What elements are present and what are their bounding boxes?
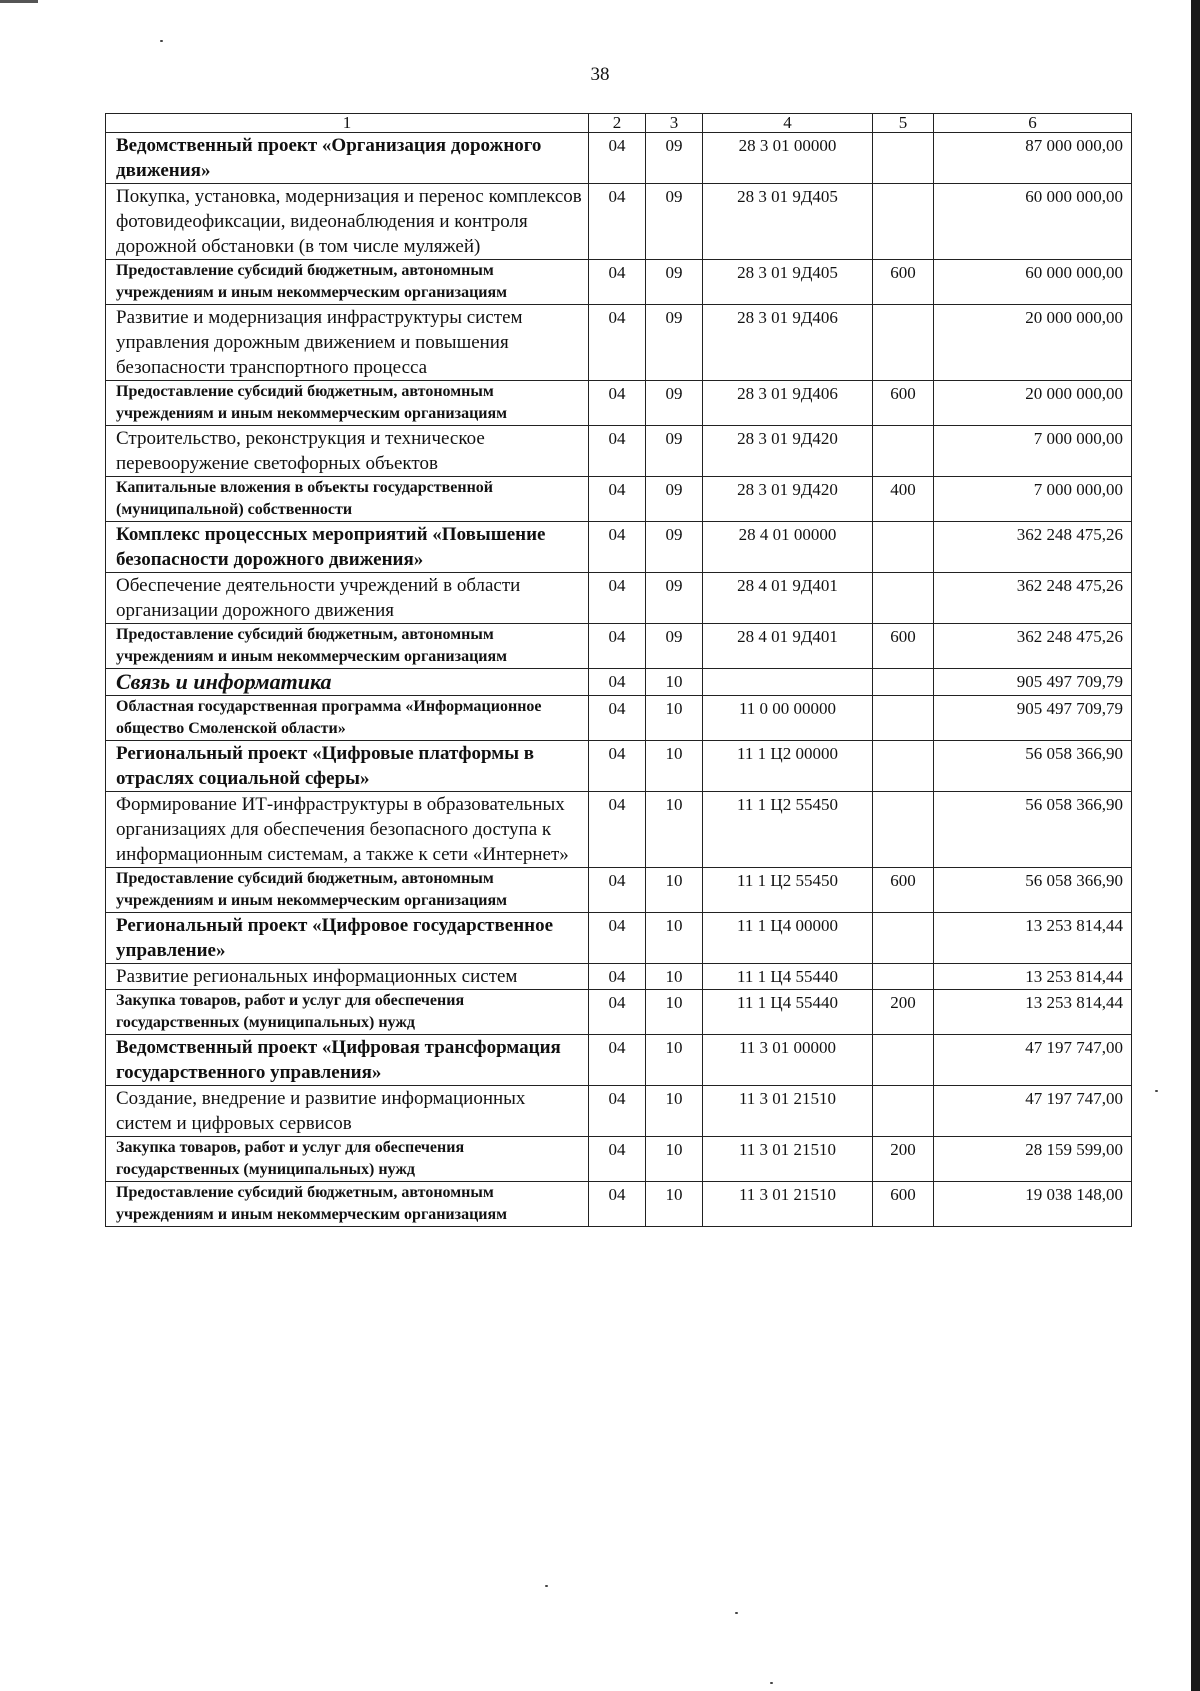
target-article-text: 28 3 01 9Д405 xyxy=(737,187,838,206)
target-article-text: 28 3 01 9Д420 xyxy=(737,480,838,499)
target-article-cell xyxy=(703,573,873,624)
amount-cell xyxy=(934,426,1132,477)
amount-cell xyxy=(934,1137,1132,1182)
scan-right-edge xyxy=(1191,0,1200,1691)
target-article-text: 28 3 01 9Д405 xyxy=(737,263,838,282)
amount-cell xyxy=(934,792,1132,868)
section-code-text: 04 xyxy=(608,384,626,403)
target-article-cell xyxy=(703,964,873,990)
subsection-code-cell xyxy=(646,573,703,624)
scan-speck xyxy=(160,40,163,42)
subsection-code-text: 09 xyxy=(665,627,683,646)
target-article-cell xyxy=(703,1086,873,1137)
subsection-code-text: 10 xyxy=(665,672,683,691)
row-name-text: Предоставление субсидий бюджетным, автономным учреждениям и иным некоммерческим организациям xyxy=(116,383,508,422)
table-row xyxy=(106,133,1132,184)
column-header: 2 xyxy=(589,114,646,133)
target-article-text: 11 3 01 21510 xyxy=(738,1185,837,1204)
table-row xyxy=(106,741,1132,792)
subsection-code-cell xyxy=(646,792,703,868)
row-name-cell xyxy=(106,573,589,624)
row-name-text: Ведомственный проект «Организация дорожного движения» xyxy=(116,135,542,181)
amount-cell xyxy=(934,990,1132,1035)
row-name-cell xyxy=(106,696,589,741)
expense-type-cell xyxy=(873,381,934,426)
amount-cell xyxy=(934,305,1132,381)
section-code-cell xyxy=(589,913,646,964)
row-name-cell xyxy=(106,741,589,792)
expense-type-text: 200 xyxy=(890,993,916,1012)
amount-cell xyxy=(934,1182,1132,1227)
section-code-text: 04 xyxy=(608,429,626,448)
amount-text: 7 000 000,00 xyxy=(1033,429,1123,448)
section-code-cell xyxy=(589,868,646,913)
section-code-text: 04 xyxy=(608,1038,626,1057)
row-name-cell xyxy=(106,624,589,669)
amount-text: 28 159 599,00 xyxy=(1025,1140,1123,1159)
amount-cell xyxy=(934,1035,1132,1086)
subsection-code-cell xyxy=(646,305,703,381)
subsection-code-cell xyxy=(646,426,703,477)
amount-text: 362 248 475,26 xyxy=(1016,576,1123,595)
amount-text: 47 197 747,00 xyxy=(1025,1038,1123,1057)
subsection-code-text: 09 xyxy=(665,576,683,595)
expense-type-cell xyxy=(873,184,934,260)
table-row xyxy=(106,990,1132,1035)
row-name-cell xyxy=(106,669,589,696)
row-name-cell xyxy=(106,477,589,522)
section-code-text: 04 xyxy=(608,308,626,327)
subsection-code-cell xyxy=(646,624,703,669)
row-name-text: Предоставление субсидий бюджетным, автономным учреждениям и иным некоммерческим организациям xyxy=(116,626,508,665)
subsection-code-text: 09 xyxy=(665,384,683,403)
section-code-text: 04 xyxy=(608,967,626,986)
scan-speck xyxy=(1155,1090,1158,1092)
target-article-cell xyxy=(703,868,873,913)
row-name-cell xyxy=(106,990,589,1035)
row-name-text: Покупка, установка, модернизация и перенос комплексов фотовидеофиксации, видеонаблюдения и контроля дорожной обстановки (в том числе муляжей) xyxy=(116,186,582,257)
subsection-code-text: 10 xyxy=(665,1140,683,1159)
expense-type-text: 600 xyxy=(890,384,916,403)
target-article-text: 28 4 01 9Д401 xyxy=(737,576,838,595)
row-name-cell xyxy=(106,426,589,477)
table-row xyxy=(106,1182,1132,1227)
subsection-code-text: 10 xyxy=(665,1038,683,1057)
expense-type-cell xyxy=(873,1086,934,1137)
amount-cell xyxy=(934,522,1132,573)
target-article-cell xyxy=(703,741,873,792)
target-article-text: 11 1 Ц2 55450 xyxy=(737,795,838,814)
amount-text: 60 000 000,00 xyxy=(1025,187,1123,206)
expense-type-text: 600 xyxy=(890,871,916,890)
section-code-text: 04 xyxy=(608,795,626,814)
subsection-code-cell xyxy=(646,1182,703,1227)
subsection-code-text: 09 xyxy=(665,308,683,327)
expense-type-text: 200 xyxy=(890,1140,916,1159)
budget-table xyxy=(105,113,1132,1227)
row-name-text: Капитальные вложения в объекты государственной (муниципальной) собственности xyxy=(116,479,493,518)
expense-type-cell xyxy=(873,964,934,990)
amount-text: 20 000 000,00 xyxy=(1025,308,1123,327)
column-header: 1 xyxy=(106,114,589,133)
expense-type-cell xyxy=(873,913,934,964)
subsection-code-cell xyxy=(646,868,703,913)
expense-type-cell xyxy=(873,696,934,741)
target-article-text: 11 1 Ц2 55450 xyxy=(737,871,838,890)
section-code-cell xyxy=(589,133,646,184)
row-name-cell xyxy=(106,913,589,964)
amount-cell xyxy=(934,1086,1132,1137)
expense-type-cell xyxy=(873,624,934,669)
section-code-cell xyxy=(589,669,646,696)
subsection-code-text: 09 xyxy=(665,136,683,155)
target-article-text: 11 0 00 00000 xyxy=(738,699,837,718)
amount-cell xyxy=(934,184,1132,260)
row-name-text: Комплекс процессных мероприятий «Повышение безопасности дорожного движения» xyxy=(116,524,546,570)
amount-cell xyxy=(934,741,1132,792)
section-code-cell xyxy=(589,990,646,1035)
row-name-text: Областная государственная программа «Информационное общество Смоленской области» xyxy=(116,698,542,737)
target-article-text: 28 3 01 9Д406 xyxy=(737,384,838,403)
section-code-text: 04 xyxy=(608,993,626,1012)
section-code-text: 04 xyxy=(608,187,626,206)
subsection-code-text: 09 xyxy=(665,480,683,499)
amount-text: 7 000 000,00 xyxy=(1033,480,1123,499)
amount-text: 87 000 000,00 xyxy=(1025,136,1123,155)
amount-text: 56 058 366,90 xyxy=(1025,871,1123,890)
section-code-cell xyxy=(589,964,646,990)
amount-cell xyxy=(934,624,1132,669)
subsection-code-cell xyxy=(646,741,703,792)
row-name-text: Обеспечение деятельности учреждений в области организации дорожного движения xyxy=(116,575,521,621)
table-row xyxy=(106,381,1132,426)
expense-type-cell xyxy=(873,990,934,1035)
expense-type-cell xyxy=(873,305,934,381)
row-name-text: Предоставление субсидий бюджетным, автономным учреждениям и иным некоммерческим организациям xyxy=(116,262,508,301)
target-article-text: 11 1 Ц4 55440 xyxy=(737,967,838,986)
table-row xyxy=(106,669,1132,696)
subsection-code-cell xyxy=(646,1035,703,1086)
target-article-text: 11 1 Ц4 55440 xyxy=(737,993,838,1012)
row-name-cell xyxy=(106,868,589,913)
row-name-cell xyxy=(106,1035,589,1086)
target-article-cell xyxy=(703,133,873,184)
target-article-text: 11 3 01 00000 xyxy=(738,1038,837,1057)
target-article-cell xyxy=(703,305,873,381)
expense-type-cell xyxy=(873,260,934,305)
table-row xyxy=(106,964,1132,990)
row-name-cell xyxy=(106,133,589,184)
section-code-cell xyxy=(589,1035,646,1086)
row-name-cell xyxy=(106,1086,589,1137)
subsection-code-cell xyxy=(646,669,703,696)
amount-cell xyxy=(934,964,1132,990)
amount-cell xyxy=(934,133,1132,184)
amount-text: 13 253 814,44 xyxy=(1025,916,1123,935)
scan-speck xyxy=(770,1682,773,1684)
scan-top-mark xyxy=(0,0,38,3)
row-name-text: Формирование ИТ-инфраструктуры в образовательных организациях для обеспечения безопасного доступа к информационным системам, а также к сети «Интернет» xyxy=(116,794,569,865)
expense-type-cell xyxy=(873,792,934,868)
amount-text: 362 248 475,26 xyxy=(1016,525,1123,544)
table-row xyxy=(106,426,1132,477)
row-name-text: Региональный проект «Цифровые платформы в отраслях социальной сферы» xyxy=(116,743,535,789)
row-name-text: Предоставление субсидий бюджетным, автономным учреждениям и иным некоммерческим организациям xyxy=(116,1184,508,1223)
column-header: 6 xyxy=(934,114,1132,133)
amount-text: 47 197 747,00 xyxy=(1025,1089,1123,1108)
target-article-text: 28 3 01 00000 xyxy=(738,136,837,155)
section-code-text: 04 xyxy=(608,744,626,763)
subsection-code-cell xyxy=(646,1137,703,1182)
row-name-text: Развитие и модернизация инфраструктуры систем управления дорожным движением и повышения безопасности транспортного процесса xyxy=(116,307,523,378)
table-row xyxy=(106,792,1132,868)
expense-type-cell xyxy=(873,669,934,696)
target-article-cell xyxy=(703,1137,873,1182)
section-code-cell xyxy=(589,1182,646,1227)
section-code-text: 04 xyxy=(608,1185,626,1204)
section-code-cell xyxy=(589,696,646,741)
section-code-cell xyxy=(589,260,646,305)
amount-text: 13 253 814,44 xyxy=(1025,993,1123,1012)
table-row xyxy=(106,184,1132,260)
expense-type-cell xyxy=(873,573,934,624)
section-code-text: 04 xyxy=(608,480,626,499)
section-code-cell xyxy=(589,1137,646,1182)
row-name-cell xyxy=(106,1137,589,1182)
table-row xyxy=(106,1086,1132,1137)
column-header: 3 xyxy=(646,114,703,133)
subsection-code-text: 09 xyxy=(665,263,683,282)
subsection-code-text: 10 xyxy=(665,699,683,718)
expense-type-cell xyxy=(873,426,934,477)
table-row xyxy=(106,477,1132,522)
table-row xyxy=(106,868,1132,913)
table-row xyxy=(106,913,1132,964)
expense-type-cell xyxy=(873,1137,934,1182)
subsection-code-cell xyxy=(646,477,703,522)
target-article-text: 28 4 01 00000 xyxy=(738,525,837,544)
expense-type-text: 600 xyxy=(890,627,916,646)
target-article-cell xyxy=(703,260,873,305)
row-name-cell xyxy=(106,305,589,381)
section-code-cell xyxy=(589,573,646,624)
section-code-text: 04 xyxy=(608,916,626,935)
row-name-cell xyxy=(106,381,589,426)
subsection-code-text: 10 xyxy=(665,744,683,763)
table-row xyxy=(106,1035,1132,1086)
target-article-text: 11 3 01 21510 xyxy=(738,1140,837,1159)
table-header-row xyxy=(106,114,1132,133)
section-code-text: 04 xyxy=(608,672,626,691)
table-row xyxy=(106,696,1132,741)
target-article-text: 11 3 01 21510 xyxy=(738,1089,837,1108)
section-code-text: 04 xyxy=(608,136,626,155)
section-code-cell xyxy=(589,305,646,381)
section-code-text: 04 xyxy=(608,1089,626,1108)
expense-type-cell xyxy=(873,522,934,573)
subsection-code-text: 10 xyxy=(665,993,683,1012)
expense-type-text: 600 xyxy=(890,1185,916,1204)
row-name-text: Связь и информатика xyxy=(116,669,332,694)
subsection-code-text: 10 xyxy=(665,871,683,890)
subsection-code-text: 09 xyxy=(665,187,683,206)
amount-cell xyxy=(934,868,1132,913)
amount-text: 56 058 366,90 xyxy=(1025,744,1123,763)
amount-text: 19 038 148,00 xyxy=(1025,1185,1123,1204)
amount-cell xyxy=(934,381,1132,426)
target-article-cell xyxy=(703,522,873,573)
target-article-cell xyxy=(703,184,873,260)
table-row xyxy=(106,305,1132,381)
row-name-text: Закупка товаров, работ и услуг для обеспечения государственных (муниципальных) нужд xyxy=(116,1139,465,1178)
scan-speck xyxy=(545,1585,548,1587)
section-code-text: 04 xyxy=(608,699,626,718)
subsection-code-cell xyxy=(646,913,703,964)
target-article-cell xyxy=(703,624,873,669)
amount-text: 905 497 709,79 xyxy=(1016,672,1123,691)
amount-text: 362 248 475,26 xyxy=(1016,627,1123,646)
target-article-cell xyxy=(703,669,873,696)
target-article-text: 28 3 01 9Д420 xyxy=(737,429,838,448)
subsection-code-text: 10 xyxy=(665,795,683,814)
section-code-cell xyxy=(589,624,646,669)
row-name-text: Ведомственный проект «Цифровая трансформация государственного управления» xyxy=(116,1037,561,1083)
subsection-code-cell xyxy=(646,133,703,184)
expense-type-text: 400 xyxy=(890,480,916,499)
section-code-text: 04 xyxy=(608,871,626,890)
table-body xyxy=(106,133,1132,1227)
section-code-text: 04 xyxy=(608,627,626,646)
row-name-cell xyxy=(106,964,589,990)
amount-cell xyxy=(934,477,1132,522)
expense-type-cell xyxy=(873,1035,934,1086)
table-row xyxy=(106,624,1132,669)
target-article-text: 28 4 01 9Д401 xyxy=(737,627,838,646)
target-article-text: 28 3 01 9Д406 xyxy=(737,308,838,327)
section-code-cell xyxy=(589,426,646,477)
column-header: 5 xyxy=(873,114,934,133)
section-code-cell xyxy=(589,381,646,426)
expense-type-cell xyxy=(873,477,934,522)
amount-text: 13 253 814,44 xyxy=(1025,967,1123,986)
section-code-text: 04 xyxy=(608,1140,626,1159)
section-code-cell xyxy=(589,792,646,868)
row-name-text: Создание, внедрение и развитие информационных систем и цифровых сервисов xyxy=(116,1088,526,1134)
section-code-cell xyxy=(589,184,646,260)
target-article-text: 11 1 Ц4 00000 xyxy=(737,916,838,935)
row-name-text: Региональный проект «Цифровое государственное управление» xyxy=(116,915,554,961)
amount-cell xyxy=(934,696,1132,741)
subsection-code-text: 10 xyxy=(665,1185,683,1204)
subsection-code-cell xyxy=(646,260,703,305)
target-article-cell xyxy=(703,990,873,1035)
expense-type-cell xyxy=(873,868,934,913)
row-name-cell xyxy=(106,184,589,260)
row-name-text: Строительство, реконструкция и техническое перевооружение светофорных объектов xyxy=(116,428,485,474)
subsection-code-text: 10 xyxy=(665,916,683,935)
row-name-cell xyxy=(106,260,589,305)
section-code-cell xyxy=(589,1086,646,1137)
section-code-text: 04 xyxy=(608,525,626,544)
expense-type-cell xyxy=(873,741,934,792)
table-row xyxy=(106,260,1132,305)
target-article-cell xyxy=(703,426,873,477)
page-number: 38 xyxy=(590,64,610,85)
target-article-cell xyxy=(703,1182,873,1227)
expense-type-cell xyxy=(873,133,934,184)
section-code-cell xyxy=(589,741,646,792)
row-name-cell xyxy=(106,522,589,573)
target-article-cell xyxy=(703,913,873,964)
subsection-code-cell xyxy=(646,696,703,741)
table-row xyxy=(106,522,1132,573)
section-code-cell xyxy=(589,522,646,573)
row-name-cell xyxy=(106,1182,589,1227)
subsection-code-text: 09 xyxy=(665,525,683,544)
table-row xyxy=(106,573,1132,624)
row-name-text: Предоставление субсидий бюджетным, автономным учреждениям и иным некоммерческим организациям xyxy=(116,870,508,909)
section-code-cell xyxy=(589,477,646,522)
section-code-text: 04 xyxy=(608,576,626,595)
amount-cell xyxy=(934,573,1132,624)
amount-cell xyxy=(934,913,1132,964)
subsection-code-cell xyxy=(646,990,703,1035)
scan-speck xyxy=(735,1612,738,1614)
amount-cell xyxy=(934,260,1132,305)
section-code-text: 04 xyxy=(608,263,626,282)
table-row xyxy=(106,1137,1132,1182)
amount-text: 60 000 000,00 xyxy=(1025,263,1123,282)
row-name-text: Закупка товаров, работ и услуг для обеспечения государственных (муниципальных) нужд xyxy=(116,992,465,1031)
row-name-cell xyxy=(106,792,589,868)
subsection-code-cell xyxy=(646,381,703,426)
subsection-code-cell xyxy=(646,522,703,573)
subsection-code-text: 10 xyxy=(665,967,683,986)
target-article-cell xyxy=(703,477,873,522)
subsection-code-cell xyxy=(646,184,703,260)
target-article-cell xyxy=(703,696,873,741)
expense-type-cell xyxy=(873,1182,934,1227)
row-name-text: Развитие региональных информационных систем xyxy=(116,966,518,987)
amount-text: 20 000 000,00 xyxy=(1025,384,1123,403)
column-header: 4 xyxy=(703,114,873,133)
target-article-cell xyxy=(703,381,873,426)
amount-text: 56 058 366,90 xyxy=(1025,795,1123,814)
subsection-code-cell xyxy=(646,1086,703,1137)
target-article-cell xyxy=(703,1035,873,1086)
subsection-code-text: 09 xyxy=(665,429,683,448)
target-article-cell xyxy=(703,792,873,868)
subsection-code-cell xyxy=(646,964,703,990)
target-article-text: 11 1 Ц2 00000 xyxy=(737,744,838,763)
amount-text: 905 497 709,79 xyxy=(1016,699,1123,718)
expense-type-text: 600 xyxy=(890,263,916,282)
amount-cell xyxy=(934,669,1132,696)
subsection-code-text: 10 xyxy=(665,1089,683,1108)
